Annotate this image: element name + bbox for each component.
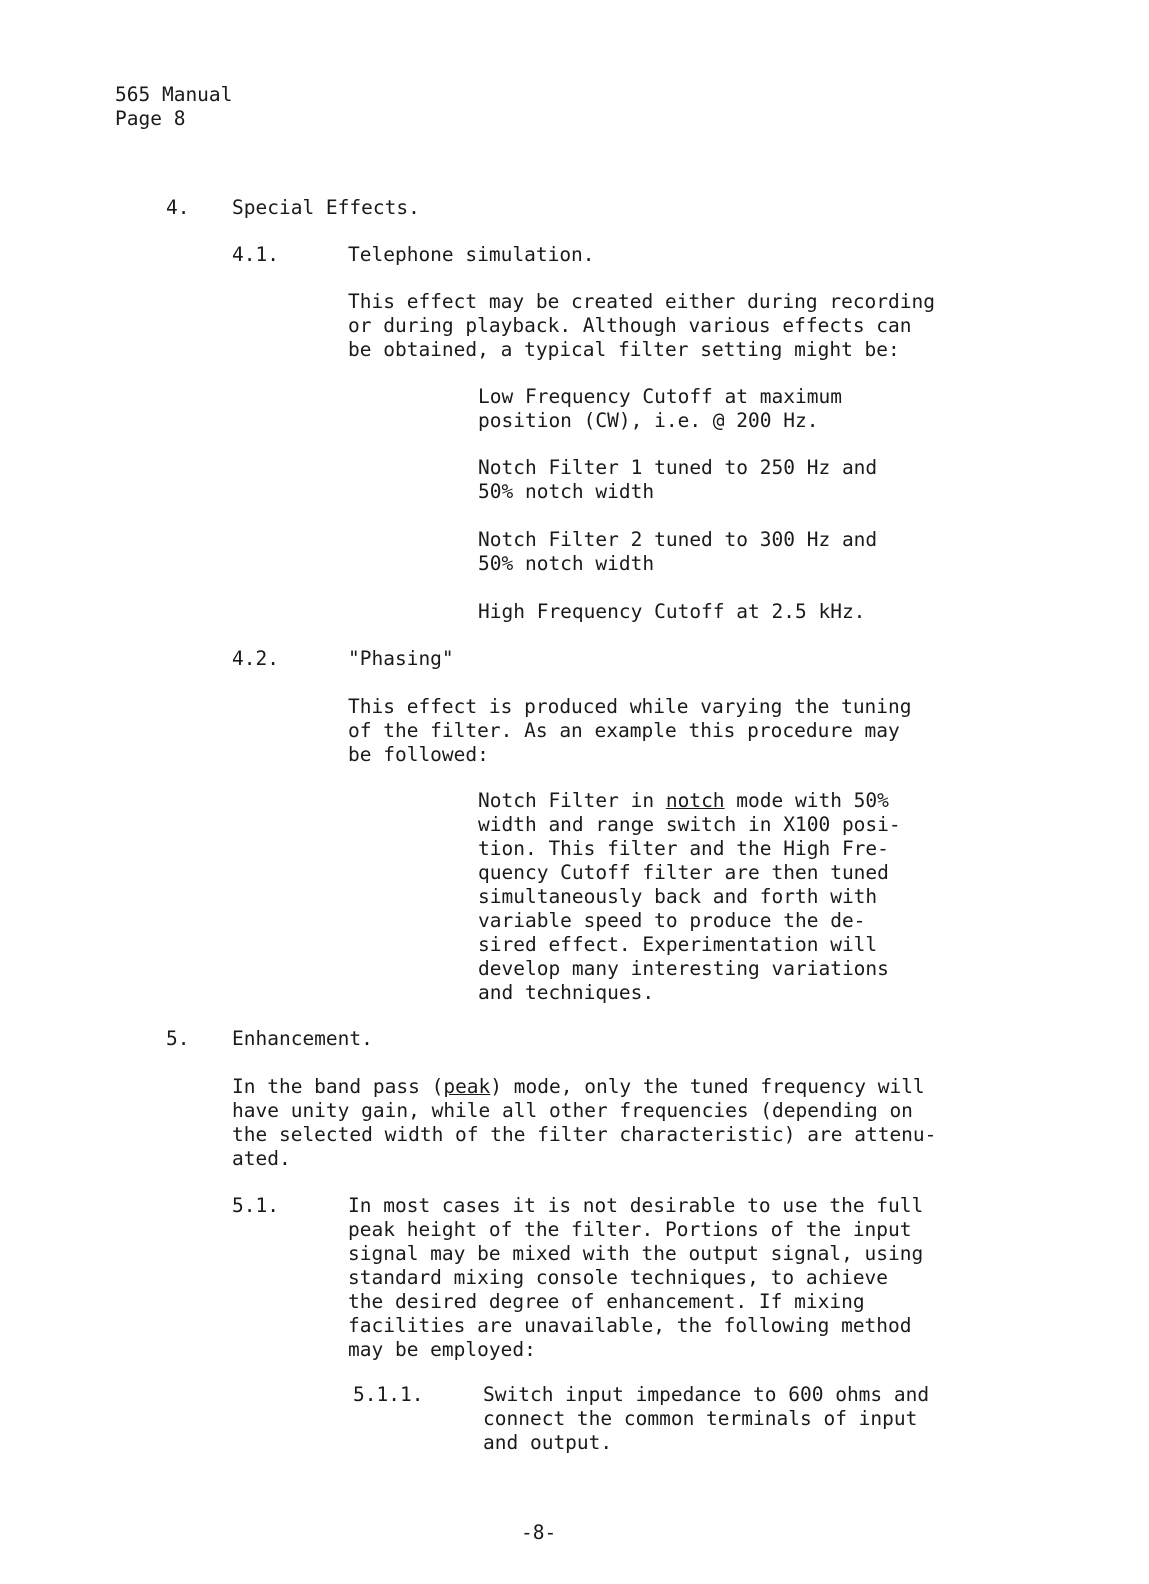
section-4-number: 4. bbox=[166, 196, 190, 219]
section-4-2-number: 4.2. bbox=[232, 647, 279, 670]
setting-high-frequency-cutoff: High Frequency Cutoff at 2.5 kHz. bbox=[478, 600, 866, 623]
section-4-title: Special Effects. bbox=[232, 196, 420, 219]
section-4-2-intro: This effect is produced while varying the tuning of the filter. As an example this procedure may be followed: bbox=[348, 695, 912, 766]
setting-low-frequency-cutoff: Low Frequency Cutoff at maximum position (CW), i.e. @ 200 Hz. bbox=[478, 385, 842, 432]
section-5-title: Enhancement. bbox=[232, 1027, 373, 1050]
phasing-procedure-text: width and range switch in X100 posi- tion. This filter and the High Fre- quency Cutoff filter are then tuned simultaneously back and forth with variable speed to produce the de- sired effect. Experimentation will develop many interesting variations and techniques. bbox=[478, 813, 901, 1004]
section-5-1-text: In most cases it is not desirable to use the full peak height of the filter. Portions of the input signal may be mixed with the output signal, using standard mixing console techniques, to achieve the desired degree of enhancement. If mixing facilities are unavailable, the following method may be employed: bbox=[348, 1194, 924, 1361]
peak-underlined-word: peak bbox=[443, 1075, 491, 1098]
section-5-number: 5. bbox=[166, 1027, 190, 1050]
section-5-text: have unity gain, while all other frequencies (depending on the selected width of the filter characteristic) are attenu- ated. bbox=[232, 1099, 937, 1170]
phasing-procedure-first-line: Notch Filter in notch mode with 50% bbox=[478, 789, 889, 812]
notch-underlined-word: notch bbox=[665, 789, 725, 812]
section-4-1-number: 4.1. bbox=[232, 243, 279, 266]
page-number-footer: -8- bbox=[521, 1521, 557, 1544]
setting-notch-filter-2: Notch Filter 2 tuned to 300 Hz and 50% notch width bbox=[478, 528, 878, 575]
document-title: 565 Manual bbox=[115, 83, 233, 106]
setting-notch-filter-1: Notch Filter 1 tuned to 250 Hz and 50% notch width bbox=[478, 456, 878, 503]
section-5-1-1-number: 5.1.1. bbox=[353, 1383, 424, 1406]
section-5-text-first-line: In the band pass (peak) mode, only the tuned frequency will bbox=[232, 1075, 925, 1098]
section-4-1-title: Telephone simulation. bbox=[348, 243, 595, 266]
section-4-1-intro: This effect may be created either during recording or during playback. Although various effects can be obtained, a typical filter setting might be: bbox=[348, 290, 935, 361]
section-5-1-number: 5.1. bbox=[232, 1194, 279, 1217]
section-5-1-1-text: Switch input impedance to 600 ohms and connect the common terminals of input and output. bbox=[483, 1383, 930, 1454]
page-label: Page 8 bbox=[115, 107, 186, 130]
section-4-2-title: "Phasing" bbox=[348, 647, 454, 670]
